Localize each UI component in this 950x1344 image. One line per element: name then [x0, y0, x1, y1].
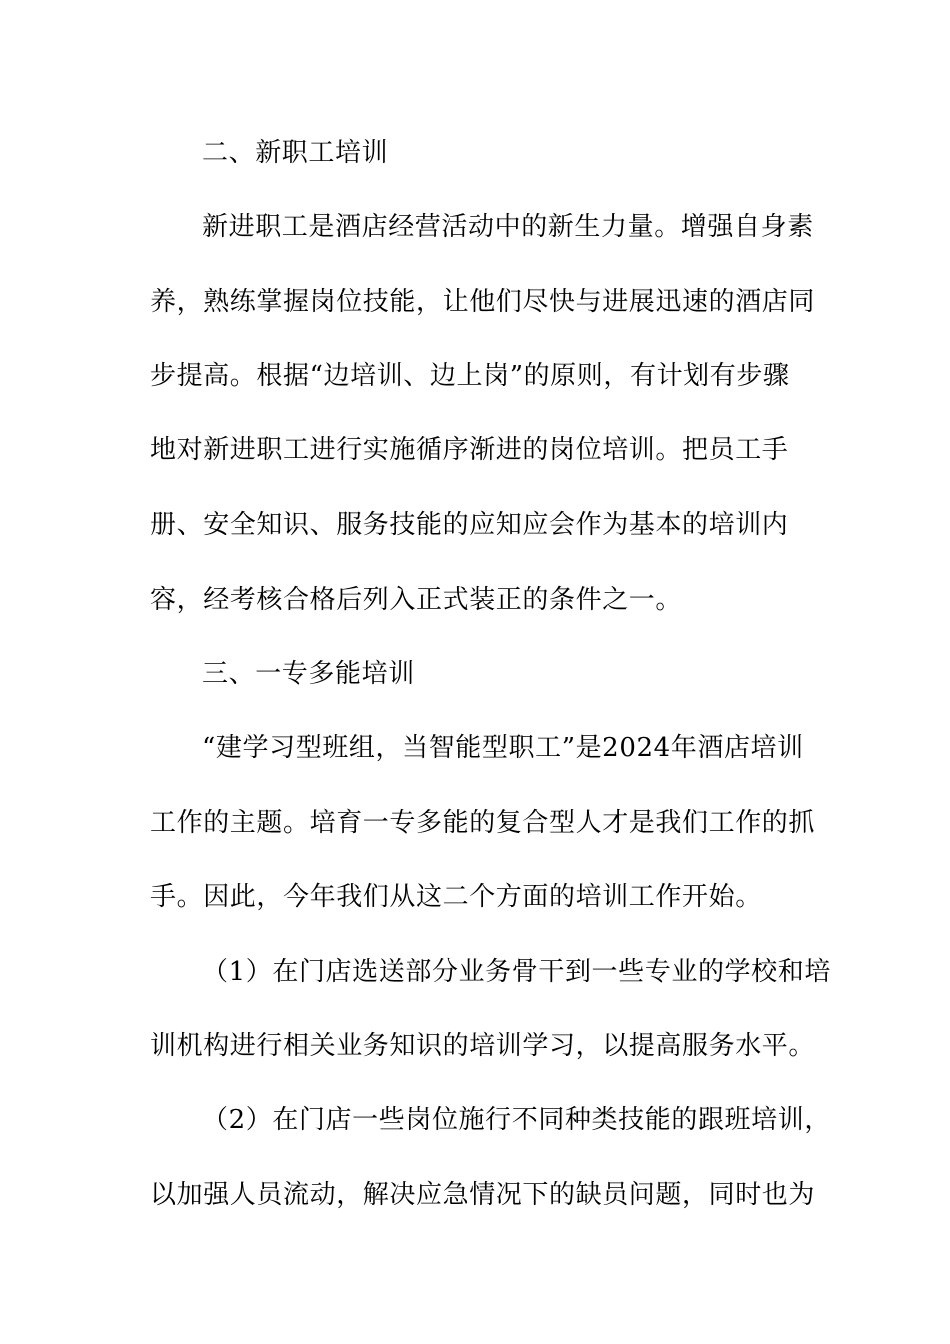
list-item-line: 训机构进行相关业务知识的培训学习，以提高服务水平。 — [150, 1031, 816, 1061]
section-heading-multi-skill-training: 三、一专多能培训 — [202, 659, 415, 689]
paragraph-line: 容，经考核合格后列入正式装正的条件之一。 — [150, 585, 683, 615]
paragraph-line: 手。因此，今年我们从这二个方面的培训工作开始。 — [150, 882, 762, 912]
list-item-line: 以加强人员流动，解决应急情况下的缺员问题，同时也为 — [150, 1180, 816, 1210]
list-item-line: （2）在门店一些岗位施行不同种类技能的跟班培训， — [202, 1105, 831, 1135]
list-item-line: （1）在门店选送部分业务骨干到一些专业的学校和培 — [202, 957, 831, 987]
paragraph-line: 册、安全知识、服务技能的应知应会作为基本的培训内 — [150, 510, 789, 540]
section-heading-new-staff-training: 二、新职工培训 — [202, 138, 389, 168]
paragraph-line: 新进职工是酒店经营活动中的新生力量。增强自身素 — [202, 212, 814, 242]
paragraph-line: 地对新进职工进行实施循序渐进的岗位培训。把员工手 — [150, 435, 789, 465]
paragraph-line: “建学习型班组，当智能型职工”是2024年酒店培训 — [202, 733, 804, 763]
paragraph-line: 工作的主题。培育一专多能的复合型人才是我们工作的抓 — [150, 808, 816, 838]
paragraph-line: 养，熟练掌握岗位技能，让他们尽快与进展迅速的酒店同 — [150, 287, 816, 317]
paragraph-line: 步提高。根据“边培训、边上岗”的原则，有计划有步骤 — [150, 361, 790, 391]
